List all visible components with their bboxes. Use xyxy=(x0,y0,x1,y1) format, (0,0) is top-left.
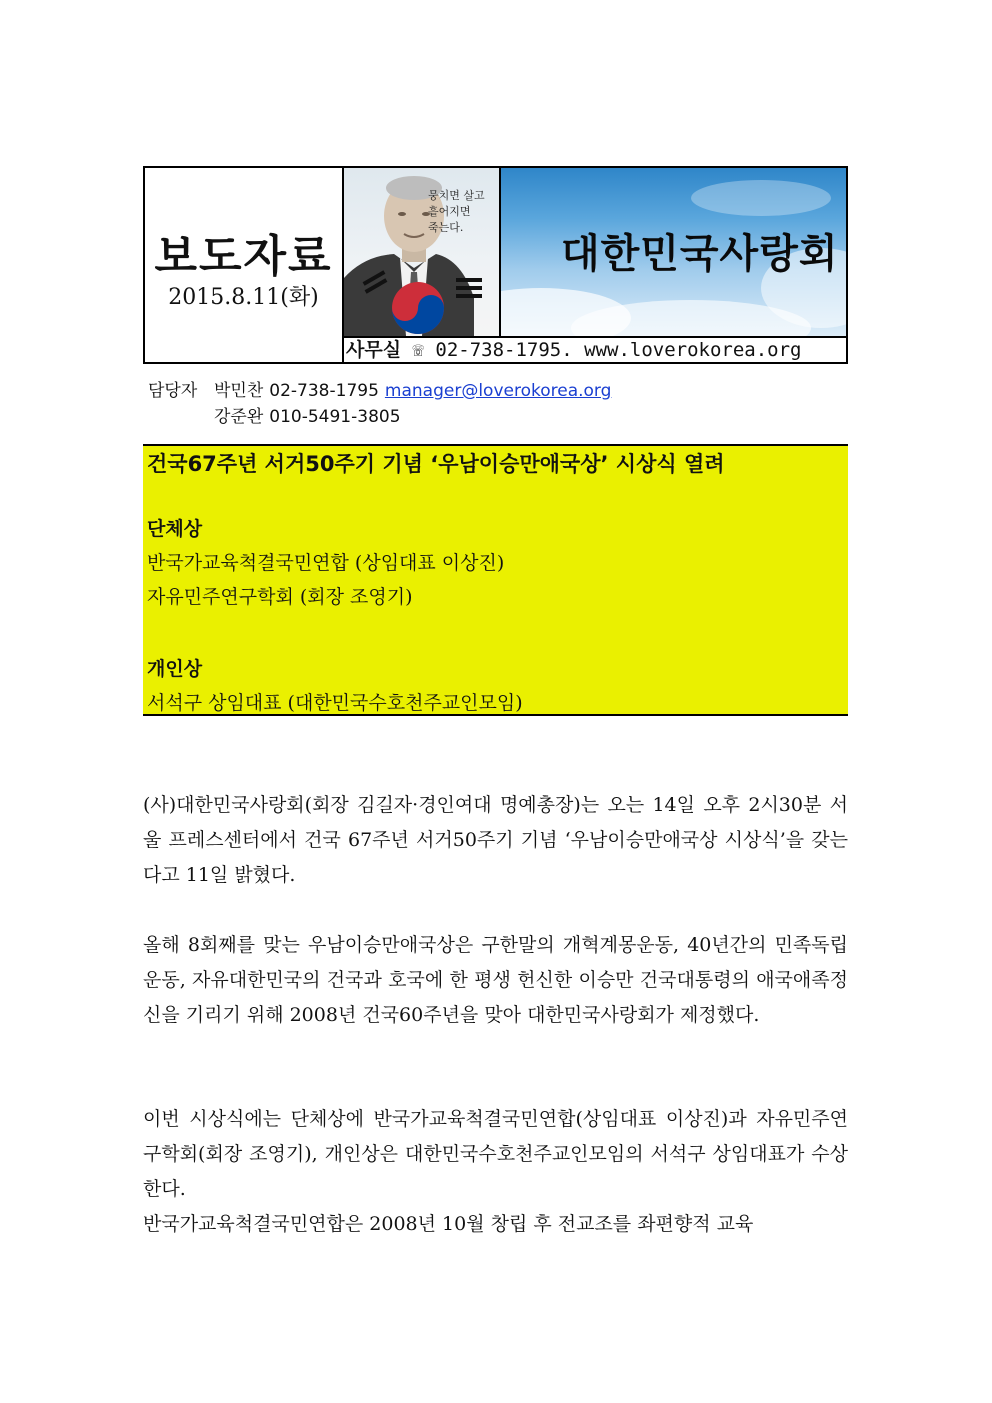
body-paragraph xyxy=(143,788,848,893)
contact-name: 강준완 xyxy=(214,407,264,427)
award-entry: 반국가교육척결국민연합 (상임대표 이상진) xyxy=(147,552,505,574)
photo-quote xyxy=(428,188,498,236)
contact-name: 박민찬 xyxy=(214,381,264,401)
press-release-header xyxy=(143,166,848,364)
award-entry: 자유민주연구학회 (회장 조영기) xyxy=(147,586,413,608)
page-title: 보도자료 xyxy=(154,231,333,282)
headline-box xyxy=(143,444,848,716)
contact-row xyxy=(148,378,611,404)
award-title: 개인상 xyxy=(147,658,203,680)
contact-phone: 02-738-1795 xyxy=(269,381,379,401)
office-contact xyxy=(344,336,846,362)
office-details: 02-738-1795. www.loverokorea.org xyxy=(435,339,802,361)
organization-logo-banner xyxy=(501,168,846,336)
organization-name: 대한민국사랑회 xyxy=(561,231,839,277)
group-award-section xyxy=(147,512,504,614)
quote-line: 뭉치면 살고 xyxy=(428,189,485,202)
contact-label: 담당자 xyxy=(148,381,198,401)
office-label: 사무실 xyxy=(346,339,402,361)
body-paragraph xyxy=(143,1102,848,1207)
paragraph-text: 올해 8회째를 맞는 우남이승만애국상은 구한말의 개혁계몽운동, 40년간의 민족독립운동, 자유대한민국의 건국과 호국에 한 평생 헌신한 이승만 건국대통령의 애국애족정신을 기리기 위해 2008년 건국60주년을 맞아 대한민국사랑회가 제정했다. xyxy=(143,934,848,1026)
press-contacts xyxy=(148,378,611,430)
headline-title: 건국67주년 서거50주기 기념 ‘우남이승만애국상’ 시상식 열려 xyxy=(147,452,725,476)
paragraph-text: 반국가교육척결국민연합은 2008년 10월 창립 후 전교조를 좌편향적 교육 xyxy=(143,1213,754,1235)
body-paragraph xyxy=(143,1207,848,1242)
contact-row xyxy=(148,404,611,430)
phone-icon: ☏ xyxy=(412,339,424,361)
paragraph-text: 이번 시상식에는 단체상에 반국가교육척결국민연합(상임대표 이상진)과 자유민주연구학회(회장 조영기), 개인상은 대한민국수호천주교인모임의 서석구 상임대표가 수상한다. xyxy=(143,1108,848,1200)
award-entry: 서석구 상임대표 (대한민국수호천주교인모임) xyxy=(147,692,523,714)
release-date: 2015.8.11(화) xyxy=(168,285,319,310)
quote-line: 죽는다. xyxy=(428,221,464,234)
individual-award-section xyxy=(147,652,523,720)
portrait-image xyxy=(344,168,501,336)
award-title: 단체상 xyxy=(147,518,203,540)
body-paragraph xyxy=(143,928,848,1033)
contact-email-link[interactable]: manager@loverokorea.org xyxy=(384,381,612,401)
header-title-cell xyxy=(145,168,344,362)
paragraph-text: (사)대한민국사랑회(회장 김길자·경인여대 명예총장)는 오는 14일 오후 2시30분 서울 프레스센터에서 건국 67주년 서거50주기 기념 ‘우남이승만애국상 시상식’을 갖는다고 11일 밝혔다. xyxy=(143,794,848,886)
contact-phone: 010-5491-3805 xyxy=(269,407,401,427)
quote-line: 흩어지면 xyxy=(428,205,471,218)
